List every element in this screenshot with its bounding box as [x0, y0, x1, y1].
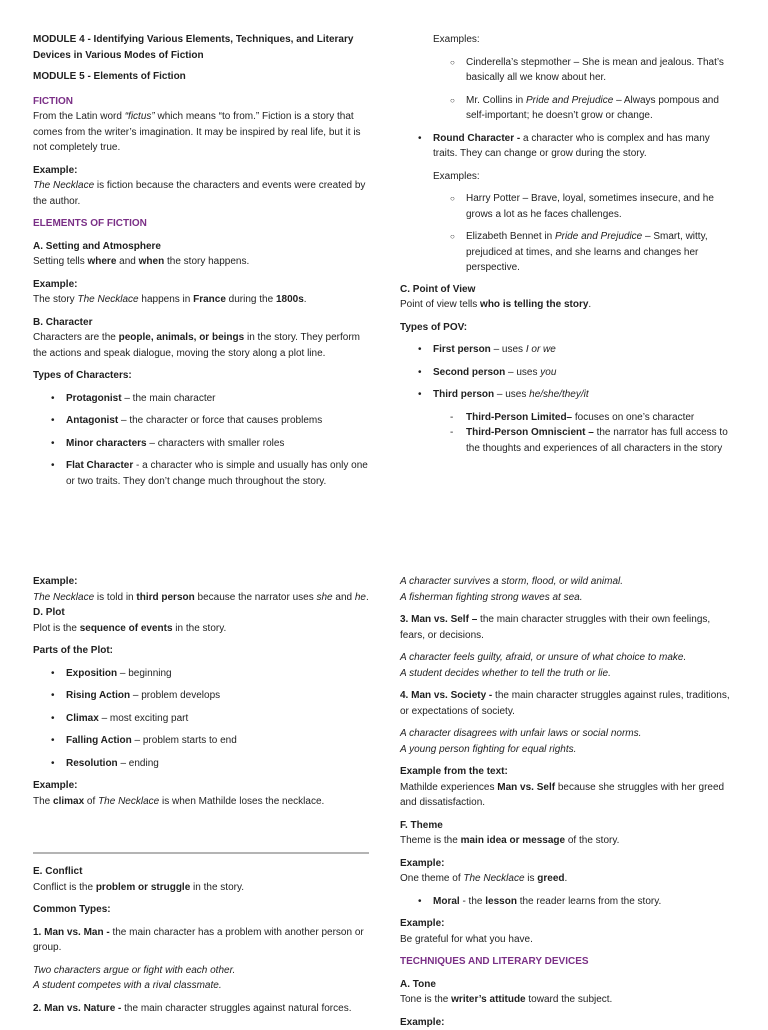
moral-example: Be grateful for what you have.	[400, 932, 735, 948]
example-text: A student competes with a rival classmate.	[33, 978, 373, 994]
list-item: • Round Character - a character who is complex and has many traits. They can change or grow during the story.	[400, 131, 735, 162]
list-item: • Moral - the lesson the reader learns from the story.	[400, 894, 735, 910]
pov-definition: Point of view tells who is telling the story.	[400, 297, 735, 313]
examples-label: Examples:	[400, 32, 735, 48]
example-label: Example:	[33, 277, 373, 293]
tone-heading: A. Tone	[400, 977, 735, 993]
plot-parts-label: Parts of the Plot:	[33, 643, 373, 659]
page2-left-column-lower	[33, 864, 373, 1016]
pov-types-label: Types of POV:	[400, 320, 735, 336]
list-item: - Third-Person Omniscient – the narrator has full access to the thoughts and experiences of all characters in the story	[400, 425, 735, 456]
list-item: • Rising Action – problem develops	[33, 688, 373, 704]
man-vs-self: 3. Man vs. Self – the main character struggles with their own feelings, fears, or decisions.	[400, 612, 735, 643]
section-divider	[33, 852, 369, 854]
theme-heading: F. Theme	[400, 818, 735, 834]
example-text: A character disagrees with unfair laws or social norms.	[400, 726, 735, 742]
common-types-label: Common Types:	[33, 902, 373, 918]
example-text: A fisherman fighting strong waves at sea.	[400, 590, 735, 606]
example-text: Two characters argue or fight with each other.	[33, 963, 373, 979]
elements-heading: ELEMENTS OF FICTION	[33, 216, 373, 232]
examples-label: Examples:	[400, 169, 735, 185]
page2-right-column	[400, 574, 735, 1030]
fiction-example: The Necklace is fiction because the characters and events were created by the author.	[33, 178, 373, 209]
page2-left-column	[33, 574, 373, 809]
list-item: • Minor characters – characters with smaller roles	[33, 436, 373, 452]
man-vs-society: 4. Man vs. Society - the main character struggles against rules, traditions, or expectations of society.	[400, 688, 735, 719]
module4-title: MODULE 4 - Identifying Various Elements, Techniques, and Literary Devices in Various Modes of Fiction	[33, 32, 373, 63]
man-vs-nature: 2. Man vs. Nature - the main character struggles against natural forces.	[33, 1001, 373, 1017]
conflict-definition: Conflict is the problem or struggle in the story.	[33, 880, 373, 896]
list-item: • Climax – most exciting part	[33, 711, 373, 727]
plot-example: The climax of The Necklace is when Mathilde loses the necklace.	[33, 794, 373, 810]
list-item: • Flat Character - a character who is simple and usually has only one or two traits. They don’t change much throughout the story.	[33, 458, 373, 489]
list-item: ○ Mr. Collins in Pride and Prejudice – Always pompous and self-important; he doesn’t grow or change.	[400, 93, 735, 124]
list-item: • Protagonist – the main character	[33, 391, 373, 407]
text-example-label: Example from the text:	[400, 764, 735, 780]
theme-example: One theme of The Necklace is greed.	[400, 871, 735, 887]
page1-right-column	[400, 32, 735, 456]
list-item: • Third person – uses he/she/they/it	[400, 387, 735, 403]
example-text: A character feels guilty, afraid, or unsure of what choice to make.	[400, 650, 735, 666]
example-label: Example:	[33, 163, 373, 179]
fiction-definition: From the Latin word “fictus” which means “to from.” Fiction is a story that comes from the writer’s imagination. It may be inspired by real life, but it is not completely true.	[33, 109, 373, 156]
setting-heading: A. Setting and Atmosphere	[33, 239, 373, 255]
module5-title: MODULE 5 - Elements of Fiction	[33, 69, 373, 85]
setting-example: The story The Necklace happens in France during the 1800s.	[33, 292, 373, 308]
text-example: Mathilde experiences Man vs. Self because she struggles with her greed and dissatisfaction.	[400, 780, 735, 811]
list-item: • Resolution – ending	[33, 756, 373, 772]
pov-heading: C. Point of View	[400, 282, 735, 298]
plot-heading: D. Plot	[33, 605, 373, 621]
pov-example: The Necklace is told in third person because the narrator uses she and he.	[33, 590, 373, 606]
example-label: Example:	[33, 574, 373, 590]
fiction-heading: FICTION	[33, 94, 373, 110]
example-text: A young person fighting for equal rights.	[400, 742, 735, 758]
character-heading: B. Character	[33, 315, 373, 331]
example-label: Example:	[400, 1015, 735, 1030]
techniques-heading: TECHNIQUES AND LITERARY DEVICES	[400, 954, 735, 970]
theme-definition: Theme is the main idea or message of the story.	[400, 833, 735, 849]
conflict-heading: E. Conflict	[33, 864, 373, 880]
list-item: • Falling Action – problem starts to end	[33, 733, 373, 749]
page1-left-column	[33, 32, 373, 489]
list-item: ○ Harry Potter – Brave, loyal, sometimes insecure, and he grows a lot as he faces challenges.	[400, 191, 735, 222]
setting-definition: Setting tells where and when the story happens.	[33, 254, 373, 270]
character-definition: Characters are the people, animals, or beings in the story. They perform the actions and speak dialogue, moving the story along a plot line.	[33, 330, 373, 361]
tone-definition: Tone is the writer’s attitude toward the subject.	[400, 992, 735, 1008]
example-label: Example:	[400, 856, 735, 872]
list-item: ○ Cinderella’s stepmother – She is mean and jealous. That’s basically all we know about her.	[400, 55, 735, 86]
list-item: • Second person – uses you	[400, 365, 735, 381]
plot-definition: Plot is the sequence of events in the story.	[33, 621, 373, 637]
man-vs-man: 1. Man vs. Man - the main character has a problem with another person or group.	[33, 925, 373, 956]
example-text: A student decides whether to tell the truth or lie.	[400, 666, 735, 682]
list-item: ○ Elizabeth Bennet in Pride and Prejudice – Smart, witty, prejudiced at times, and she learns and changes her perspective.	[400, 229, 735, 276]
example-label: Example:	[400, 916, 735, 932]
list-item: • Exposition – beginning	[33, 666, 373, 682]
types-of-characters-label: Types of Characters:	[33, 368, 373, 384]
list-item: - Third-Person Limited– focuses on one’s character	[400, 410, 735, 426]
list-item: • First person – uses I or we	[400, 342, 735, 358]
example-text: A character survives a storm, flood, or wild animal.	[400, 574, 735, 590]
list-item: • Antagonist – the character or force that causes problems	[33, 413, 373, 429]
example-label: Example:	[33, 778, 373, 794]
